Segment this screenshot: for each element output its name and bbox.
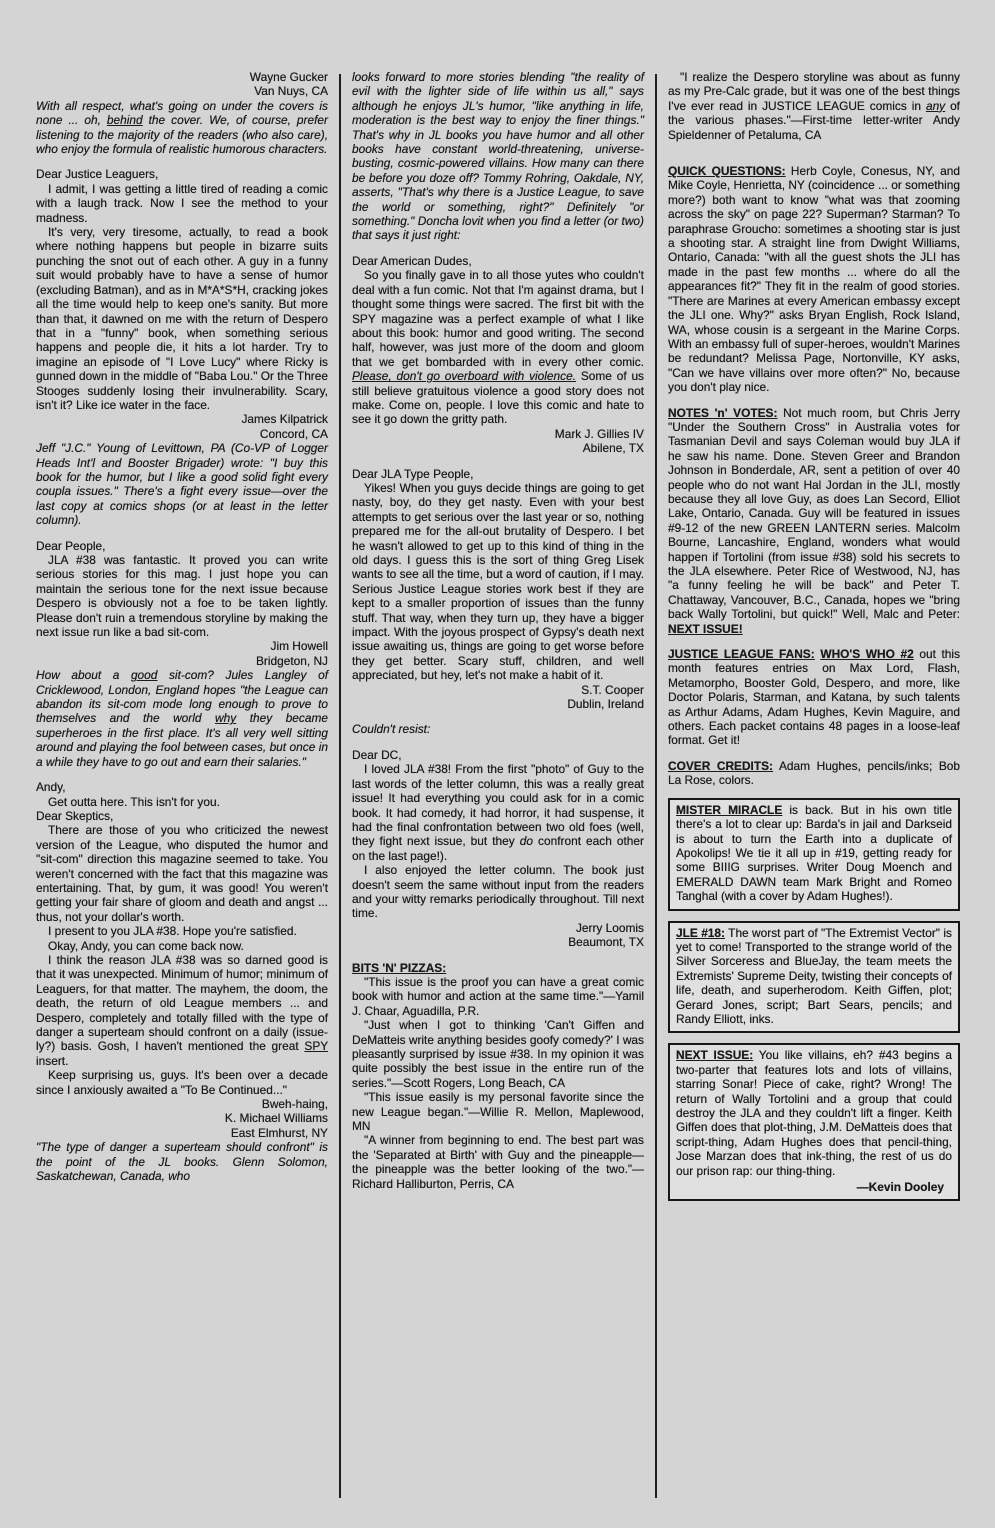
paragraph-spacer — [352, 737, 644, 748]
text-run: Okay, Andy, you can come back now. — [48, 938, 244, 953]
emphasis-text: why — [215, 711, 237, 726]
text-run: Keep surprising us, guys. It's been over a decade since I anxiously awaited a "To Be Continued..." — [36, 1068, 328, 1097]
text-run: I loved JLA #38! From the first "photo" of Guy to the last words of the letter column, this was a really great issue! It had everything you could ask for in a comic book. It had comedy, it had horror, it had suspense, it had the final confrontation between two old foes (well, they fight next issue, but they — [352, 762, 644, 849]
text-run: "The type of danger a superteam should confront" is the point of the JL books. Glenn Solomon, Saskatchewan, Canada, who — [36, 1140, 328, 1184]
signature-line: James Kilpatrick — [241, 412, 328, 427]
letter-paragraph — [36, 539, 328, 553]
letters-page-content — [36, 70, 960, 1498]
text-run: the cover. We, of course, prefer listening to the majority of the readers (who also care), who enjoy the formula of realistic humorous characters. — [36, 113, 328, 157]
text-run: looks forward to more stories blending "the reality of evil with the lighter side of life within us all," says although he enjoys JL's humor, "like anything in life, moderation is the best way to enjoy the finer things." That's why in JL books you have humor and all other books have constant world-threatening, universe-busting, cosmic-powered villains. How many can there be before you doze off? Tommy Rohring, Oakdale, NY, asserts, "That's why there is a Justice League, to save the world or something, right?" Definitely "or something." Doncha lovit when you find a letter (or two) that says it just right: — [352, 70, 644, 243]
editor-reply — [36, 1140, 328, 1183]
emphasis-text: MISTER MIRACLE — [676, 802, 783, 817]
emphasis-text: NOTES 'n' VOTES: — [668, 405, 778, 420]
text-run: I also enjoyed the letter column. The book just doesn't seem the same without input from the readers and your witty remarks periodically throughout. Till next time. — [352, 863, 644, 921]
letter-paragraph — [352, 467, 644, 481]
text-run: insert. — [36, 1053, 69, 1068]
emphasis-text: any — [925, 98, 946, 113]
text-run: "This issue is the proof you can have a great comic book with humor and action at the same time."—Yamil J. Chaar, Aguadilla, P.R. — [352, 974, 644, 1018]
signature-line: Mark J. Gillies IV — [554, 426, 644, 441]
paragraph-spacer — [352, 243, 644, 254]
emphasis-text: COVER CREDITS: — [668, 758, 774, 773]
text-run: Yikes! When you guys decide things are going to get nasty, boy, do they get nasty. Even with your best attempts to get serious over the last year or so, nothing prepared me for the all-out brutality of Despero. I bet he wasn't allowed to get up to this kind of thing in the old days. I guess this is the sort of thing Greg Lisek wants to see all the time, but a word of caution, if I may. Serious Justice League stories work best if they are kept to a smaller proportion of issues than the funny stuff. That way, when they turn up, they have a bigger impact. With the joyous prospect of Gypsy's death next issue awaiting us, things are going to get worse before they get better. Scary stuff, children, and well appreciated, but hey, let's not make a habit of it. — [352, 480, 644, 683]
letter-signature — [36, 1097, 328, 1140]
text-run: With all respect, what's going on under the covers is none ... oh, — [36, 98, 328, 128]
text-run: Andy, — [36, 780, 66, 795]
paragraph-spacer — [668, 142, 960, 153]
letter-paragraph — [36, 780, 328, 794]
text-run: Get outta here. This isn't for you. — [48, 794, 220, 809]
text-run: is back. But in his own title there's a lot to clear up: Barda's in jail and Darkseid is about to turn the Earth into a duplicate of Apokolips! We tie it all up in #19, getting ready for some BIIIG surprises. Writer Doug Moench and EMERALD DAWN team Mark Bright and Romeo Tanghal (with a cover by Adam Hughes!). — [676, 802, 952, 904]
section-heading — [352, 961, 644, 975]
text-run: sit-com? Jules Langley of Cricklewood, London, England hopes "the League can abandon its sit-com mode long enough to prove to themselves and the world — [36, 668, 329, 726]
letter-signature — [352, 427, 644, 456]
signature-line: Beaumont, TX — [568, 935, 644, 950]
emphasis-text: good — [130, 668, 158, 683]
signature-line: Abilene, TX — [582, 441, 644, 456]
letter-paragraph — [36, 939, 328, 953]
letter-signature — [352, 921, 644, 950]
letter-signature — [36, 70, 328, 99]
emphasis-text: JLE #18: — [676, 925, 725, 940]
emphasis-text: JUSTICE LEAGUE FANS: — [668, 647, 815, 662]
editor-reply — [36, 99, 328, 157]
paragraph-spacer — [352, 711, 644, 722]
emphasis-text: SPY — [304, 1039, 328, 1054]
letter-paragraph — [36, 167, 328, 181]
editor-reply — [352, 722, 644, 736]
column-middle — [352, 70, 644, 1498]
letter-signature — [36, 412, 328, 441]
letter-paragraph — [36, 225, 328, 412]
signature-line: Van Nuys, CA — [254, 84, 328, 99]
text-run: Dear People, — [36, 538, 106, 553]
paragraph-spacer — [352, 950, 644, 961]
signature-line: Jerry Loomis — [575, 920, 644, 935]
text-run: Herb Coyle, Conesus, NY, and Mike Coyle, Henrietta, NY (coincidence ... or something more?) both want to know "what was that zooming across the sky" on page 22? Superman? Starman? To paraphrase Groucho: sometimes a shooting star is just a shooting star. A straight line from Dwight Williams, Ontario, Canada: "with all the guest shots the JLI has made in the past few months ... where do all the appearances fit?" They fit in the realm of good stories. "There are Marines at every American embassy except the JLI one. Why?" asks Bryan English, Rock Island, WA, whose cousin is a sergeant in the Marine Corps. With an embassy full of super-heroes, wouldn't Marines be redundant? Melissa Page, Nortonville, KY asks, "Can we have villains over more often?" No, because you don't play nice. — [668, 164, 961, 395]
letter-paragraph — [352, 748, 644, 762]
text-run: You like villains, eh? #43 begins a two-parter that features lots and lots of villains, starring Sonar! Piece of cake, right? Wrong! The return of Wally Tortolini and a group that could destroy the JLA and they couldn't lift a finger. Keith Giffen does that plot-thing, J.M. DeMatteis does that script-thing, Adam Hughes does that pencil-thing, Jose Marzan does that ink-thing, the rest of us do our prison rap: our thing-thing. — [676, 1048, 952, 1178]
paragraph-spacer — [668, 636, 960, 647]
letter-paragraph — [676, 803, 952, 904]
letter-paragraph — [352, 975, 644, 1018]
column-divider-right — [655, 74, 657, 1498]
text-run: confront each other on the last page!). — [352, 834, 644, 863]
text-run: Not much room, but Chris Jerry "Under the Southern Cross" in Australia votes for Tasmanian Devil and says Coleman would buy JLA if he saw his name. Done. Steven Greer and Brandon Johnson in Bonderdale, AR, sent a petition of over 40 people who do not want Hal Jordan in the JLI, mostly because they all love Guy, as does Lan Secord, Elliot Lake, Ontario, Canada. Guy will be featured in issues #9-12 of the new GREEN LANTERN series. Malcolm Bourne, Lancashire, England, wonders what would happen if Tortolini (from issue #38) sold his secrets to the JLA elsewhere. Peter Rice of Westwood, NJ, has "a funny feeling he will be back" and Peter T. Chattaway, Vancouver, B.C., Canada, hopes we "bring back Wally Tortolini, but quick!" Well, Malc and Peter: — [668, 405, 960, 622]
letter-paragraph — [352, 254, 644, 268]
text-run: Dear JLA Type People, — [352, 466, 474, 481]
letter-paragraph — [668, 406, 960, 637]
text-run: How about a — [36, 668, 131, 683]
letter-paragraph — [352, 1018, 644, 1090]
text-run: Some of us still believe gratuitous violence a good story does not make. Come on, people. I love this comic and hate to see it go down the gritty path. — [352, 369, 645, 427]
signature-line: K. Michael Williams — [224, 1111, 328, 1126]
signature-line: Wayne Gucker — [249, 70, 328, 84]
letter-paragraph — [352, 762, 644, 863]
emphasis-text: WHO'S WHO #2 — [820, 647, 914, 662]
text-run: "I realize the Despero storyline was about as funny as my Pre-Calc grade, but it was one of the best things I've ever read in JUSTICE LEAGUE comics in — [668, 70, 960, 113]
editor-signature: —Kevin Dooley — [856, 1180, 944, 1195]
letter-paragraph — [36, 795, 328, 809]
text-run: "This issue easily is my personal favorite since the new League began."—Willie R. Mellon, Maplewood, MN — [352, 1090, 644, 1134]
text-run: Dear Skeptics, — [36, 808, 114, 823]
paragraph-spacer — [36, 528, 328, 539]
letter-paragraph — [352, 863, 644, 921]
letter-paragraph — [668, 647, 960, 748]
text-run: The worst part of "The Extremist Vector" is yet to come! Transported to the strange world of the Silver Sorceress and BlueJay, the team meets the Extremists' Supreme Deity, twisting their concepts of life, death, and superherodom. Keith Giffen, plot; Gerard Jones, script; Bart Sears, pencils; and Randy Elliott, inks. — [676, 925, 952, 1026]
letter-paragraph — [36, 953, 328, 1068]
letter-paragraph — [668, 70, 960, 142]
paragraph-spacer — [668, 748, 960, 759]
letter-paragraph — [36, 1068, 328, 1097]
emphasis-text: BITS 'N' PIZZAS: — [352, 960, 447, 975]
text-run: I think the reason JLA #38 was so darned good is that it was unexpected. Minimum of humor; minimum of Leaguers, for that matter. The mayhem, the doom, the death, the return of old League members ... and Despero, completely and totally filled with the type of danger a superteam should confront on a daily (issue-ly?) basis. Gosh, I haven't mentioned the great — [36, 952, 328, 1054]
letter-paragraph — [676, 1048, 952, 1178]
paragraph-spacer — [668, 395, 960, 406]
text-run: Couldn't resist: — [352, 722, 431, 737]
text-run: Adam Hughes, pencils/inks; Bob La Rose, colors. — [668, 758, 960, 788]
column-divider-left — [339, 74, 341, 1498]
emphasis-text: NEXT ISSUE: — [676, 1048, 754, 1063]
emphasis-text: NEXT ISSUE! — [668, 621, 743, 636]
letter-paragraph — [36, 553, 328, 639]
letter-paragraph — [352, 1090, 644, 1133]
text-run: out this month features entries on Max Lord, Flash, Metamorpho, Booster Gold, Despero, and more, like Doctor Polaris, Starman, and Katana, by such talents as Arthur Adams, Adam Hughes, Kevin Maguire, and others. Each packet contains 48 pages in a loose-leaf format. Get it! — [668, 647, 961, 748]
signature-line: Jim Howell — [270, 639, 328, 654]
signature-line: Dublin, Ireland — [567, 697, 644, 712]
signature-line: Bridgeton, NJ — [255, 653, 328, 668]
letter-signature — [36, 639, 328, 668]
column-right — [668, 70, 960, 1498]
text-run: do — [519, 834, 533, 849]
promo-box-next-issue — [668, 1043, 960, 1201]
editor-reply — [352, 70, 644, 243]
text-run: "Just when I got to thinking 'Can't Giffen and DeMatteis write anything besides goofy comedy?' I was pleasantly surprised by issue #38. In my opinion it was quite possibly the best issue in the entire run of the series."—Scott Rogers, Long Beach, CA — [352, 1018, 644, 1090]
letter-paragraph — [352, 1133, 644, 1191]
text-run: So you finally gave in to all those yutes who couldn't deal with a fun comic. Not that I'm against drama, but I thought some things were sacred. The first bit with the SPY magazine was a perfect example of what I like about this book: humor and good writing. The second half, however, was just more of the doom and gloom that we get bombarded with in every other comic. — [352, 268, 644, 369]
emphasis-text: behind — [106, 113, 143, 128]
text-run: Jeff "J.C." Young of Levittown, PA (Co-VP of Logger Heads Int'l and Booster Brigader) wrote: "I buy this book for the humor, but I like a good solid fight every coupla issues." There's a fight every issue—over the last copy at comics shops (or at least in the letter column). — [36, 441, 328, 528]
letter-paragraph — [36, 809, 328, 823]
letter-paragraph — [352, 481, 644, 683]
emphasis-text: QUICK QUESTIONS: — [668, 164, 786, 179]
letter-paragraph — [352, 268, 644, 426]
letter-signature — [352, 683, 644, 712]
paragraph-spacer — [352, 456, 644, 467]
letter-paragraph — [676, 926, 952, 1027]
letter-paragraph — [668, 164, 960, 395]
text-run: It's very, very tiresome, actually, to read a book where nothing happens but people in bizarre suits punching the snot out of each other. A guy in a funny suit would probably have to have a sense of humor (excluding Batman), and as in M*A*S*H, cracking jokes all the time would help to keep one's sanity. But more than that, it dawned on me with the return of Despero that in a "funny" book, when something serious happens and people die, it hits a lot harder. Try to imagine an episode of "I Love Lucy" where Ricky is gunned down in the middle of "Baba Lou." Or the Three Stooges suddenly losing their invulnerability. Scary, isn't it? Like ice water in the face. — [36, 225, 328, 412]
text-run: JLA #38 was fantastic. It proved you can write serious stories for this mag. I just hope you can maintain the serious tone for the next issue because Despero is obviously not a foe to be taken lightly. Please don't ruin a tremendous storyline by making the next issue run like a bad sit-com. — [36, 553, 328, 640]
paragraph-spacer — [36, 156, 328, 167]
signature-line: S.T. Cooper — [581, 682, 644, 697]
column-left — [36, 70, 328, 1498]
emphasis-text: Please, don't go overboard with violence. — [352, 369, 577, 384]
letter-paragraph — [36, 823, 328, 924]
letter-paragraph — [668, 759, 960, 788]
text-run: "A winner from beginning to end. The best part was the 'Separated at Birth' with Guy and the pineapple—the pineapple was the better looking of the two."—Richard Halliburton, Perris, CA — [352, 1133, 644, 1191]
promo-box-mister-miracle — [668, 798, 960, 911]
promo-box-jle-18 — [668, 921, 960, 1034]
letter-paragraph — [36, 924, 328, 938]
text-run: I admit, I was getting a little tired of reading a comic with a laugh track. Now I see the method to your madness. — [36, 181, 328, 225]
signature-line: Concord, CA — [259, 426, 328, 441]
text-run: Dear DC, — [352, 747, 402, 762]
paragraph-spacer — [36, 769, 328, 780]
signature-line: East Elmhurst, NY — [230, 1125, 328, 1140]
text-run: of the various phases."—First-time letter-writer Andy Spieldenner of Petaluma, CA — [668, 98, 960, 142]
text-run: Dear American Dudes, — [352, 253, 472, 268]
editor-reply — [36, 668, 328, 769]
signature-line: Bweh-haing, — [261, 1097, 328, 1112]
text-run: they became superheroes in the first place. It's all very well sitting around and playing the fool between cases, but once in a while they have to go out and earn their salaries." — [36, 711, 328, 769]
letter-paragraph — [36, 182, 328, 225]
text-run: There are those of you who criticized the newest version of the League, who disputed the humor and "sit-com" direction this magazine seemed to take. You weren't concerned with the fact that this magazine was entertaining. That, by gum, it was good! You weren't getting your fair share of gloom and death and angst ... thus, not your dollar's worth. — [36, 823, 328, 924]
text-run: I present to you JLA #38. Hope you're satisfied. — [48, 924, 297, 939]
paragraph-spacer — [668, 153, 960, 164]
editor-reply — [36, 441, 328, 527]
text-run: Dear Justice Leaguers, — [36, 167, 159, 182]
